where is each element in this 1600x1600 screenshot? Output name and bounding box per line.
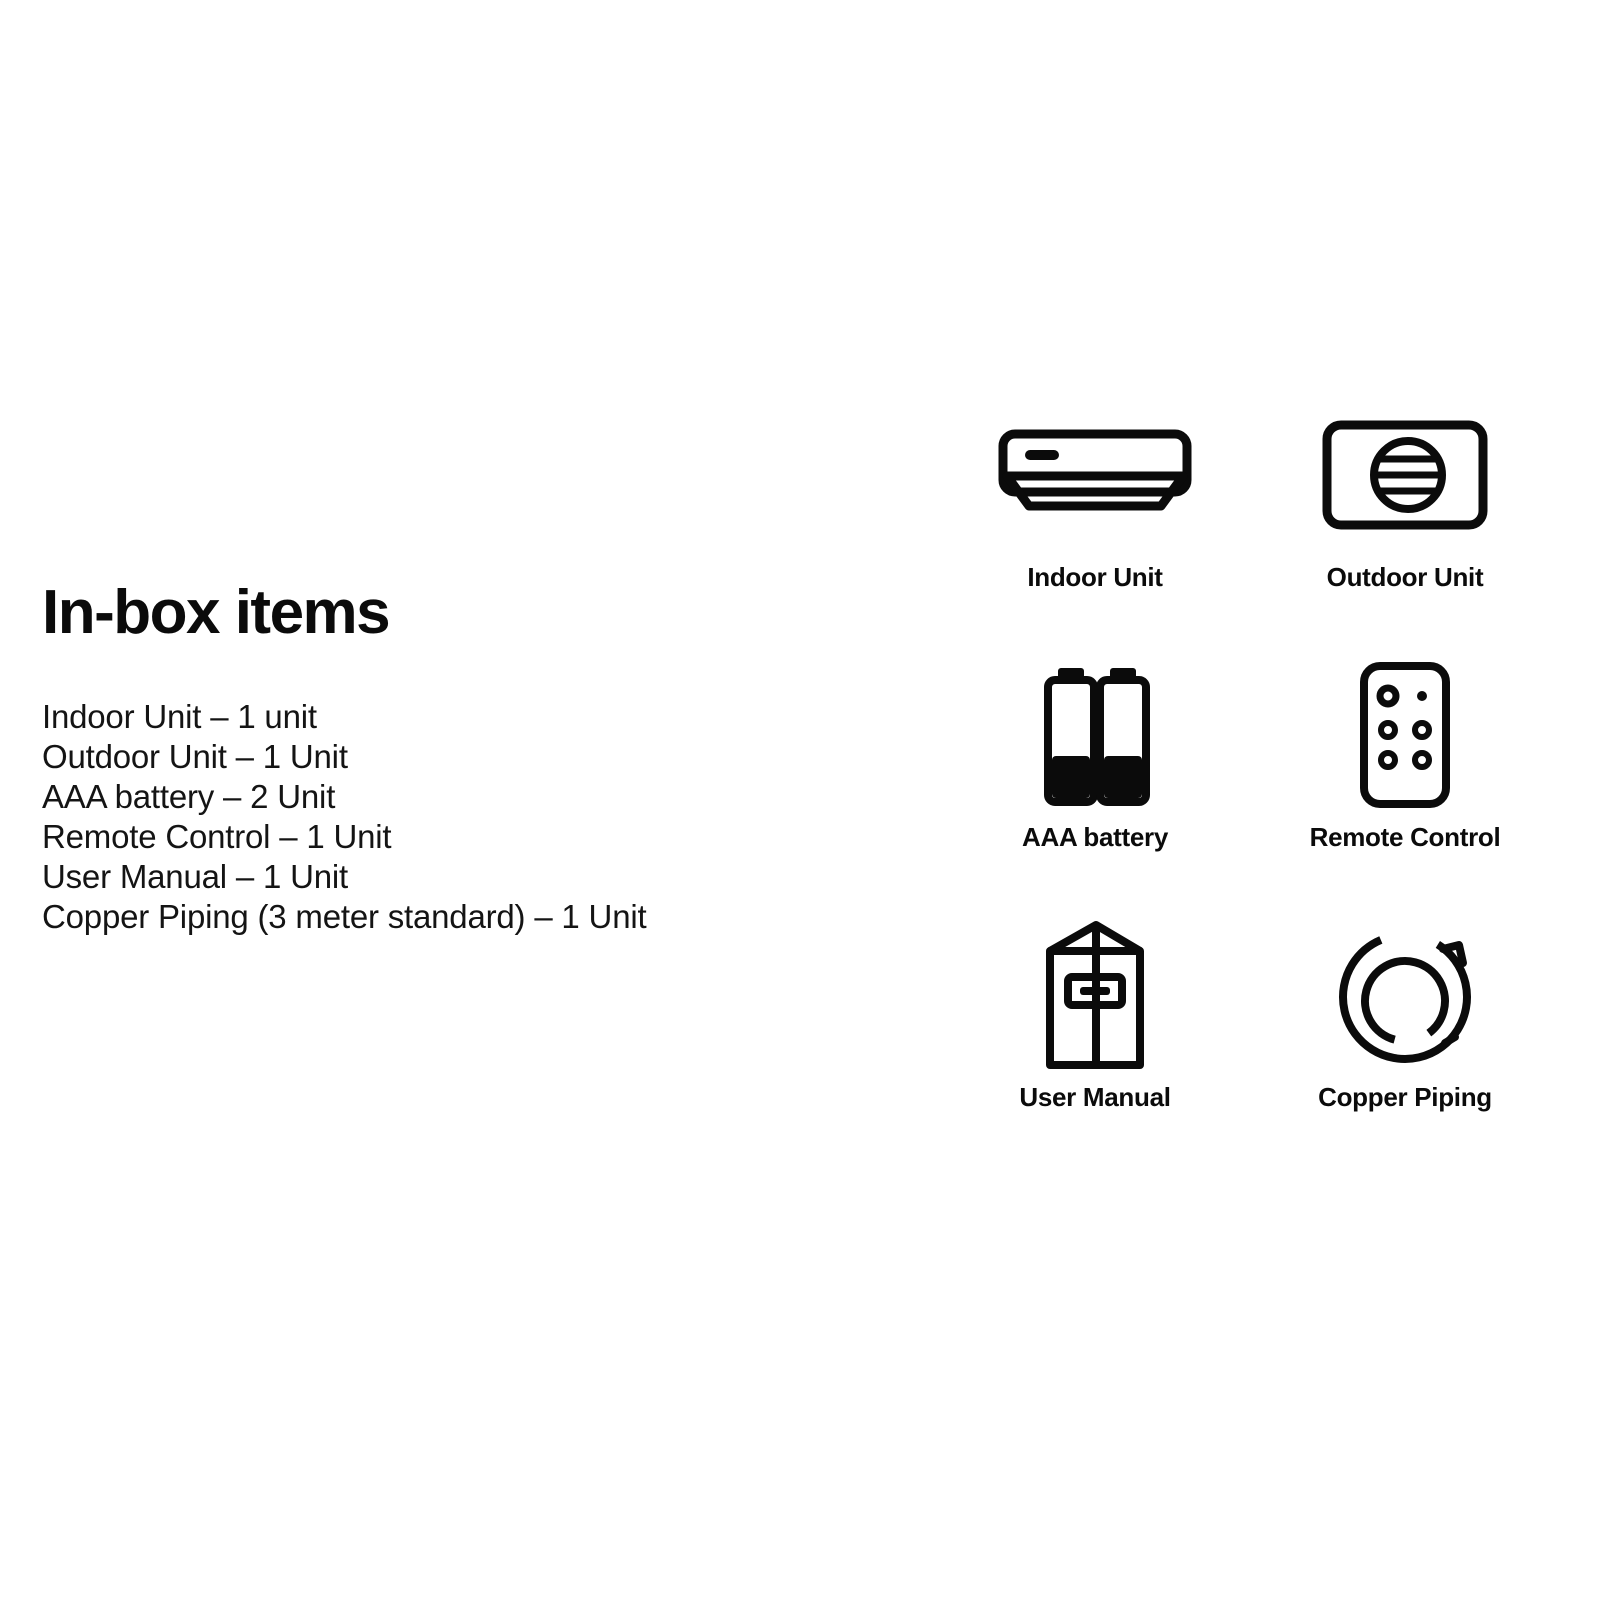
aaa-battery-icon: [1020, 670, 1170, 800]
icon-caption: User Manual: [1019, 1082, 1171, 1112]
list-item: Outdoor Unit – 1 Unit: [42, 738, 348, 776]
icon-cell-indoor-unit: [940, 410, 1250, 660]
list-item: User Manual – 1 Unit: [42, 857, 348, 895]
list-item: AAA battery – 2 Unit: [42, 777, 336, 815]
list-item: Remote Control – 1 Unit: [42, 817, 392, 855]
icon-caption: Copper Piping: [1318, 1082, 1492, 1112]
icon-caption: Indoor Unit: [1027, 562, 1163, 592]
icon-cell-outdoor-unit: [1250, 410, 1560, 660]
icon-caption: AAA battery: [1022, 822, 1168, 852]
page-title: In-box items: [42, 578, 390, 647]
in-box-items-panel: [42, 580, 862, 937]
list-item: Copper Piping (3 meter standard) – 1 Unit: [42, 897, 647, 935]
icon-caption: Remote Control: [1309, 822, 1501, 852]
indoor-ac-unit-icon: [995, 410, 1195, 540]
user-manual-icon: [1020, 930, 1170, 1060]
outdoor-ac-unit-icon: [1320, 410, 1490, 540]
icon-cell-remote-control: [1250, 670, 1560, 920]
copper-piping-icon: [1325, 930, 1485, 1060]
icon-caption: Outdoor Unit: [1326, 562, 1484, 592]
list-item: Indoor Unit – 1 unit: [42, 698, 317, 736]
icon-cell-user-manual: [940, 930, 1250, 1180]
in-box-items-icon-grid: [940, 410, 1560, 1180]
in-box-items-list: [42, 697, 862, 937]
icon-cell-aaa-battery: [940, 670, 1250, 920]
remote-control-icon: [1350, 670, 1460, 800]
icon-cell-copper-piping: [1250, 930, 1560, 1180]
